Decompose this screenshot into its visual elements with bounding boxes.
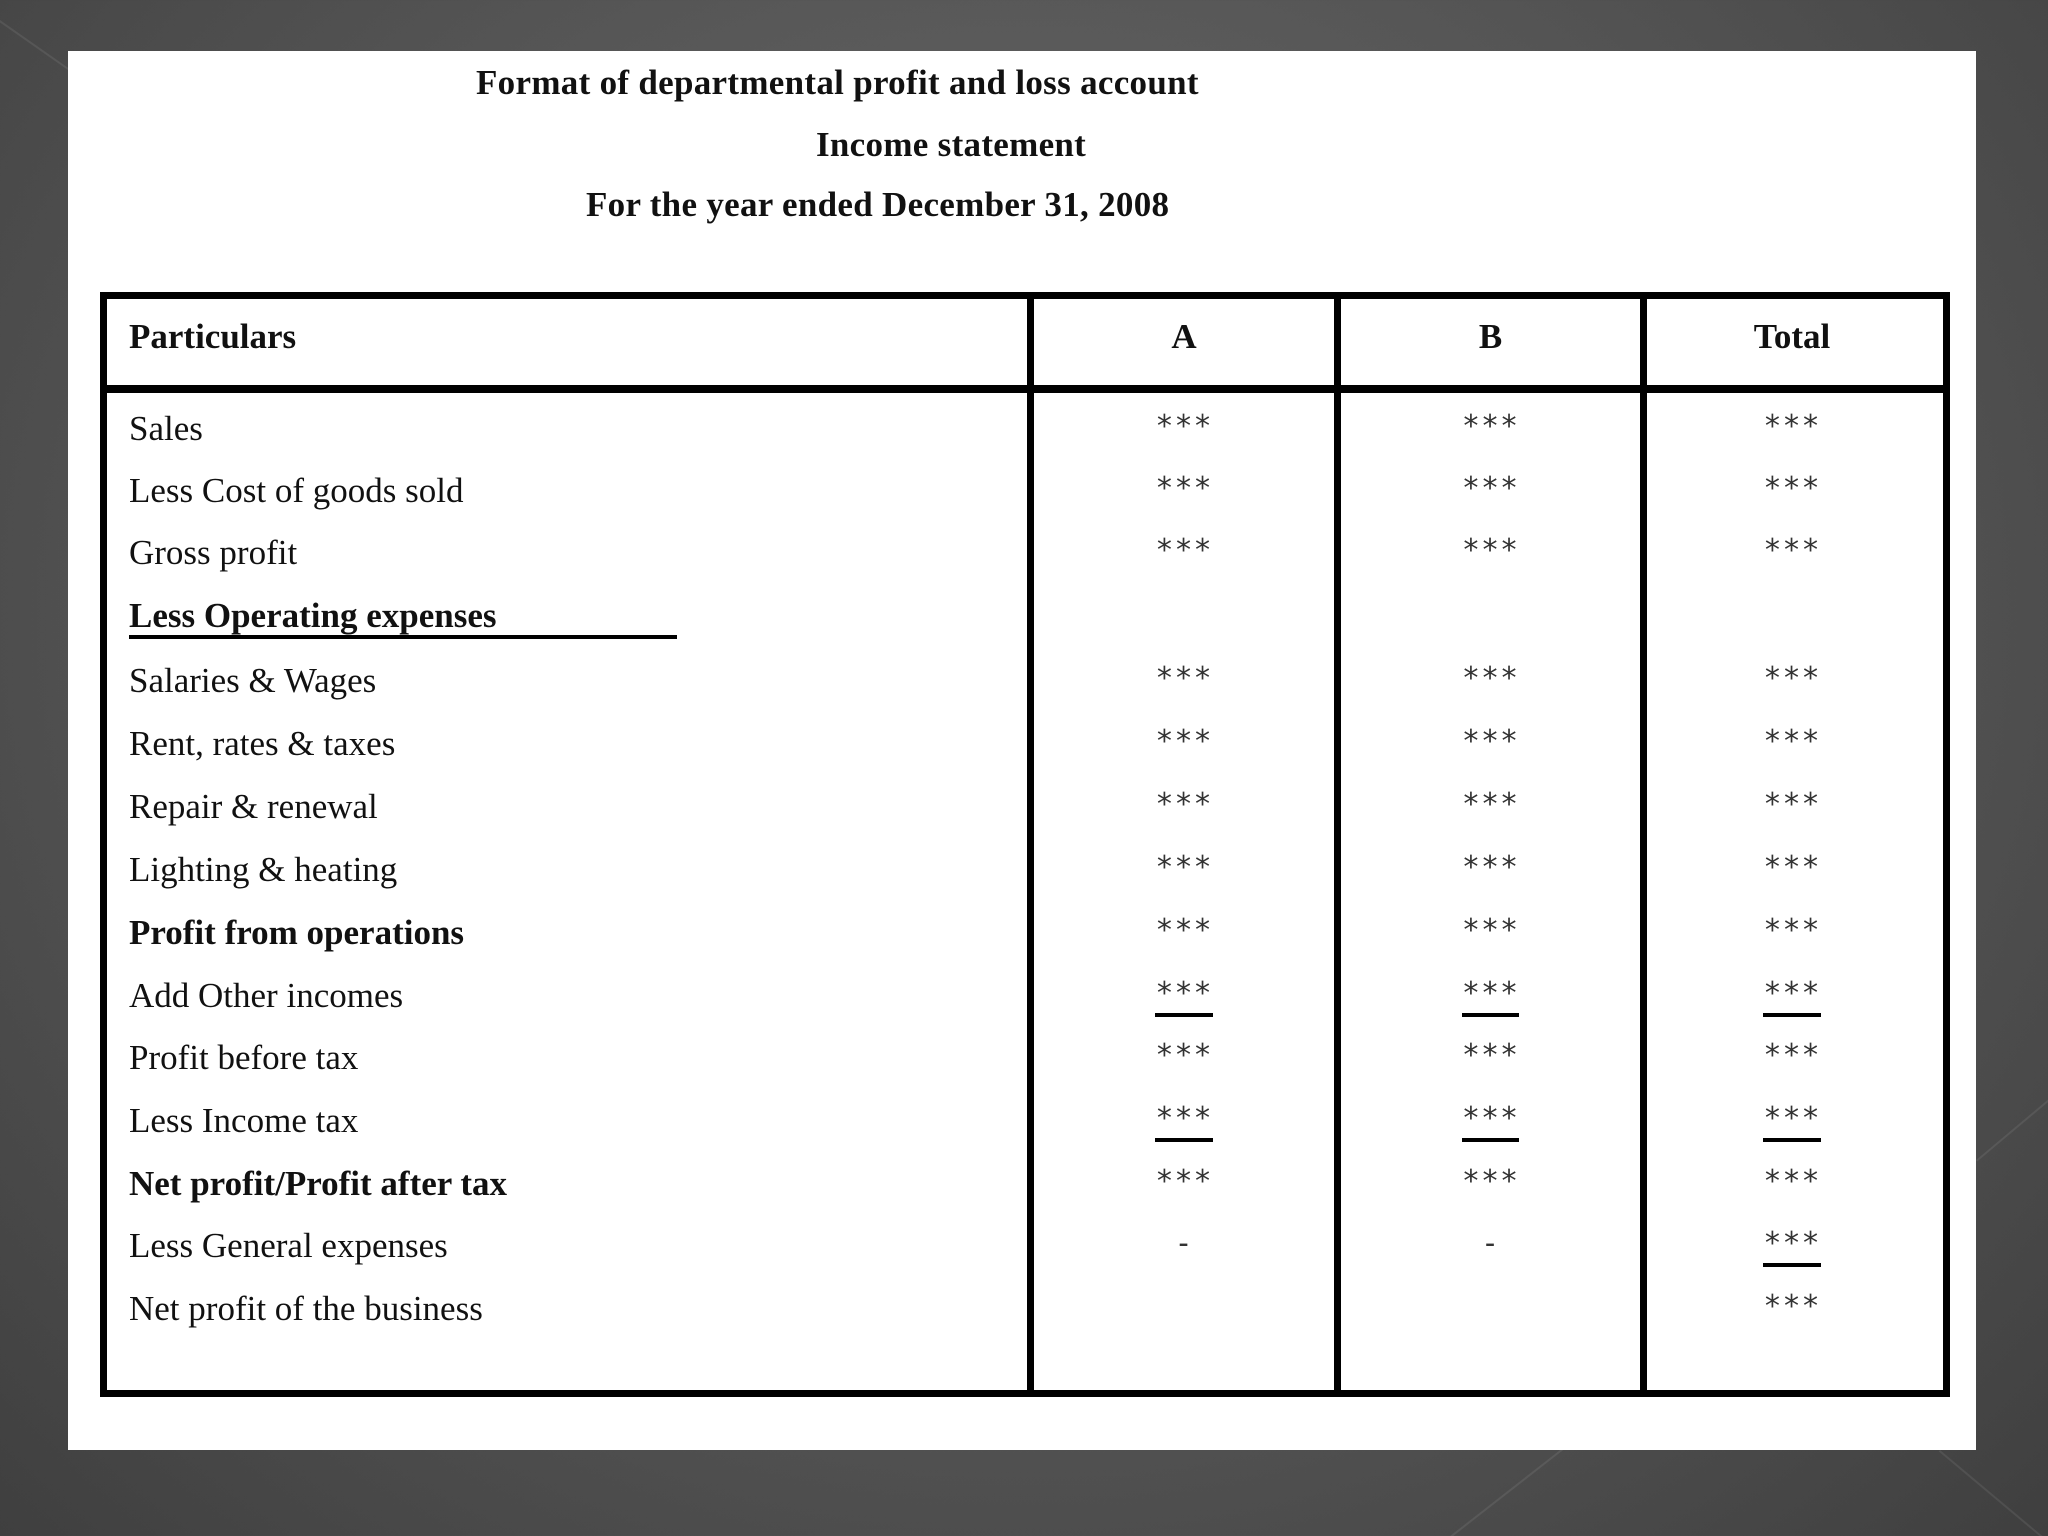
cell-b: *** [1461,787,1520,822]
row-label: Salaries & Wages [129,661,377,700]
background-decor-line [1976,1083,2048,1162]
row-label: Less Income tax [129,1101,359,1140]
table-row [107,471,1943,533]
cell-total [1647,1101,1937,1142]
table-row [107,913,1943,975]
cell-b-value: *** [1462,976,1519,1017]
table-row [107,1289,1943,1351]
cell-total: *** [1763,409,1821,444]
cell-b: *** [1461,409,1520,444]
table-row [107,1101,1943,1163]
column-header-particulars: Particulars [129,317,297,356]
cell-total: *** [1763,787,1821,822]
cell-b: - [1480,1226,1501,1261]
row-label: Rent, rates & taxes [129,724,396,763]
cell-b: *** [1461,661,1520,696]
cell-a: *** [1155,724,1213,759]
row-label: Add Other incomes [129,976,404,1015]
row-label: Gross profit [129,533,298,572]
row-label: Lighting & heating [129,850,398,889]
cell-a: - [1174,1226,1194,1261]
cell-a: *** [1155,913,1213,948]
document-title: Format of departmental profit and loss account [476,63,1199,102]
cell-total [1647,1226,1937,1267]
table-row [107,1164,1943,1226]
table-row-section [107,597,1943,659]
document-period: For the year ended December 31, 2008 [586,185,1170,224]
cell-b: *** [1461,533,1520,568]
header-divider [107,385,1943,393]
column-header-a: A [1171,317,1197,356]
income-statement-table [100,292,1950,1397]
row-label: Net profit/Profit after tax [129,1164,508,1203]
table-row [107,1226,1943,1288]
table-row [107,533,1943,595]
cell-b: *** [1461,724,1520,759]
cell-total: *** [1763,724,1821,759]
table-row [107,976,1943,1038]
cell-total: *** [1763,1289,1821,1324]
cell-total: *** [1763,533,1821,568]
cell-b [1341,1101,1640,1142]
row-label: Less Cost of goods sold [129,471,464,510]
table-row [107,787,1943,849]
cell-a-value: *** [1155,1101,1212,1142]
column-header-total: Total [1753,317,1831,356]
table-row [107,409,1943,471]
row-label: Profit from operations [129,913,465,952]
slide [68,51,1976,1450]
row-label: Net profit of the business [129,1289,483,1328]
cell-b: *** [1461,913,1520,948]
row-label: Sales [129,409,203,448]
cell-a: *** [1155,1164,1213,1199]
table-row [107,850,1943,912]
background-decor-line [1939,1450,2048,1536]
cell-a: *** [1155,850,1213,885]
row-label: Less General expenses [129,1226,448,1265]
cell-total: *** [1763,1038,1821,1073]
cell-a-value: *** [1155,976,1212,1017]
cell-total: *** [1763,471,1821,506]
row-label: Profit before tax [129,1038,359,1077]
cell-total-value: *** [1763,1226,1820,1267]
cell-b: *** [1461,471,1520,506]
cell-total-value: *** [1763,976,1820,1017]
cell-b: *** [1461,1164,1520,1199]
cell-total [1647,976,1937,1017]
cell-b: *** [1461,1038,1520,1073]
table-row [107,1038,1943,1100]
cell-a: *** [1155,471,1213,506]
cell-a: *** [1155,1038,1213,1073]
cell-a: *** [1155,661,1213,696]
table-row [107,661,1943,723]
section-label: Less Operating expenses [129,597,677,639]
column-header-b: B [1478,317,1503,356]
cell-a: *** [1155,787,1213,822]
table-row [107,724,1943,786]
row-label: Repair & renewal [129,787,378,826]
cell-total: *** [1763,1164,1821,1199]
document-subtitle: Income statement [816,125,1087,164]
cell-a: *** [1155,533,1213,568]
cell-total: *** [1763,913,1821,948]
cell-total: *** [1763,850,1821,885]
cell-b [1341,976,1640,1017]
cell-total: *** [1763,661,1821,696]
cell-a [1034,976,1334,1017]
cell-b: *** [1461,850,1520,885]
cell-a: *** [1155,409,1213,444]
cell-b-value: *** [1462,1101,1519,1142]
cell-total-value: *** [1763,1101,1820,1142]
cell-a [1034,1101,1334,1142]
